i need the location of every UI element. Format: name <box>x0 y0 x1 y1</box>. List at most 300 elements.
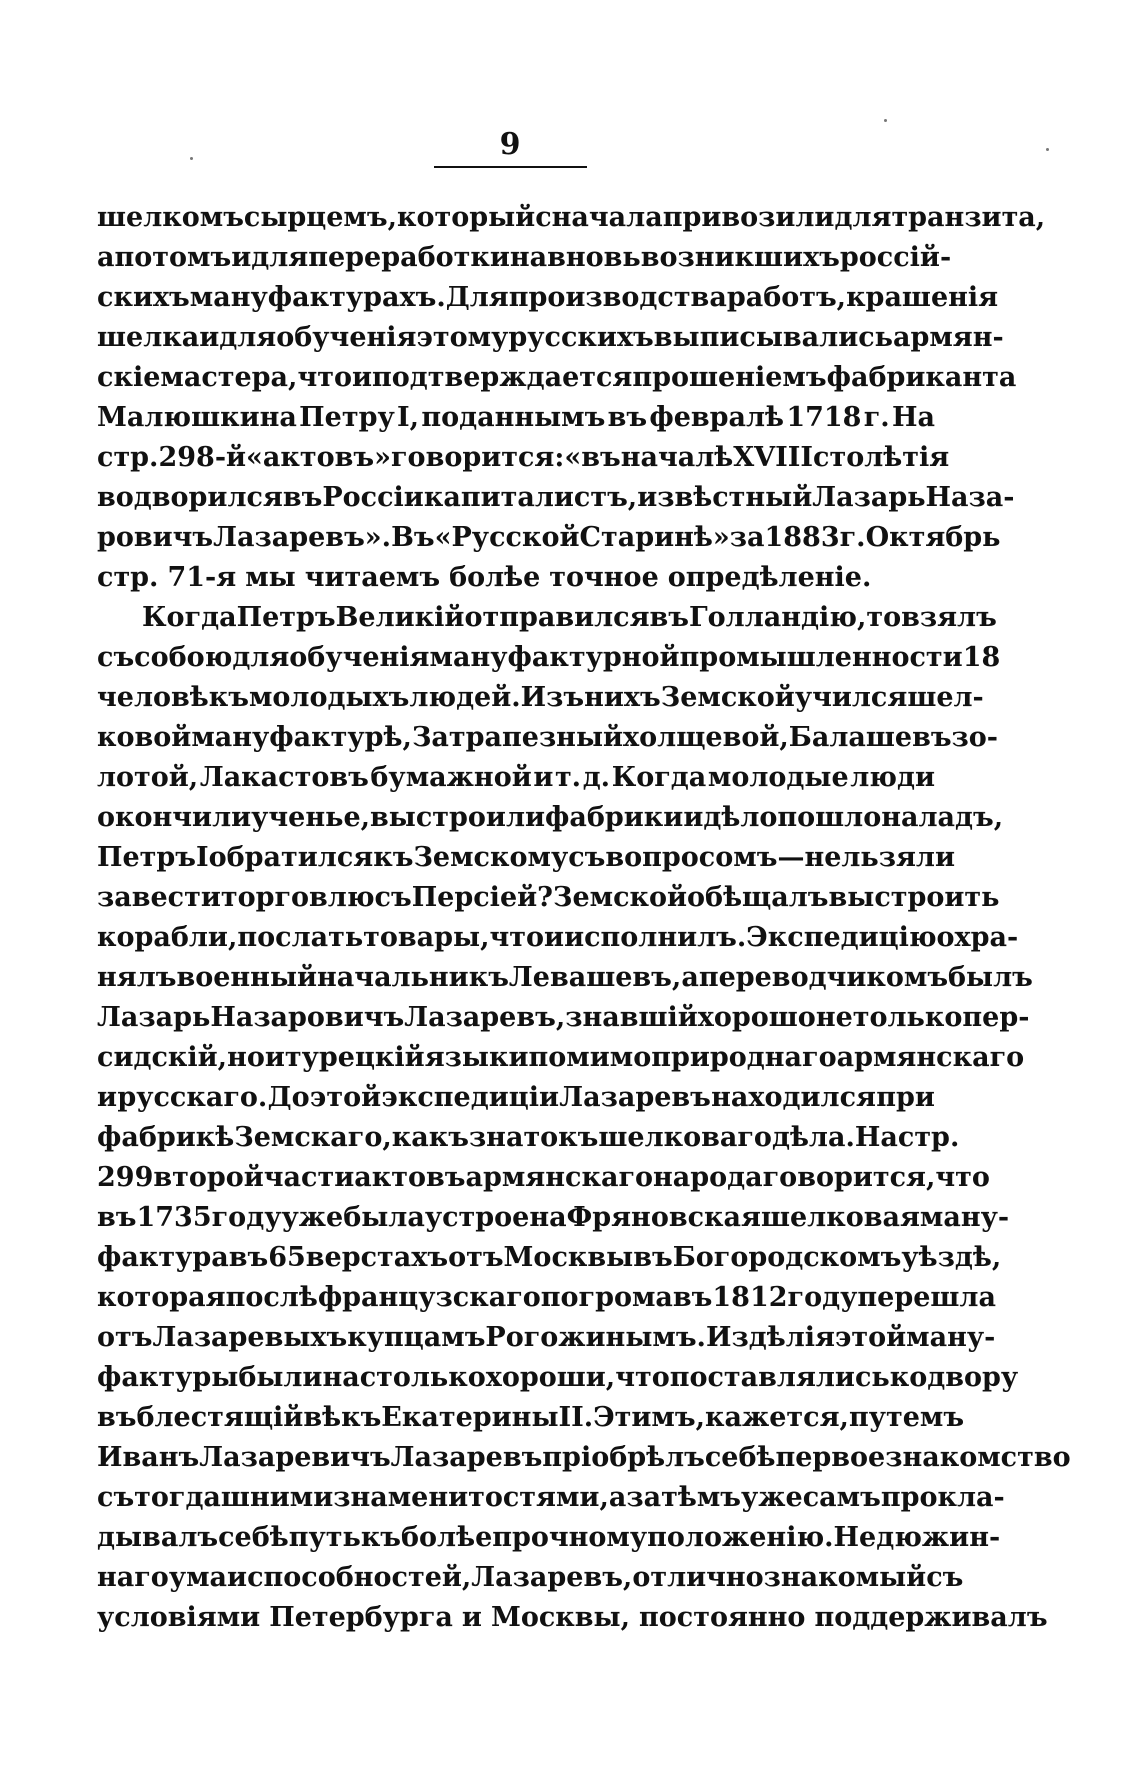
word: затѣмъ <box>626 1482 741 1513</box>
word: отъ <box>97 1322 153 1353</box>
word: стр. <box>897 1122 960 1153</box>
text-line <box>97 1558 964 1598</box>
word: XVIII <box>733 442 814 473</box>
text-line <box>97 998 1030 1038</box>
text-line <box>97 638 1001 678</box>
word: а <box>97 242 115 273</box>
word: вновь <box>547 242 641 273</box>
text-line <box>97 958 1033 998</box>
word: первое <box>775 1442 886 1473</box>
word: съ <box>97 1482 135 1513</box>
word: армян- <box>892 322 1004 353</box>
word: а <box>681 962 699 993</box>
word: производства <box>508 282 727 313</box>
word: положенію. <box>647 1522 834 1553</box>
word: Екатерины <box>381 1402 559 1433</box>
word: началѣ <box>620 442 734 473</box>
word: «Русской <box>434 522 580 553</box>
word: послать <box>237 922 364 953</box>
word: ладъ, <box>918 802 1004 833</box>
word: шел- <box>907 682 984 713</box>
paragraph <box>97 598 1071 1638</box>
print-speck <box>1046 148 1049 151</box>
word: корабли, <box>97 922 238 953</box>
text-line <box>97 1118 960 1158</box>
word: крашенія <box>846 282 999 313</box>
word: въ <box>97 1202 137 1233</box>
word: людей. <box>409 682 521 713</box>
word: возникшихъ <box>640 242 840 273</box>
word: читаемъ <box>304 562 441 593</box>
word: стр. <box>97 562 159 593</box>
word: Петръ <box>236 602 336 633</box>
word: Наза- <box>925 482 1015 513</box>
word: шелкомъ <box>97 202 244 233</box>
word: I <box>196 842 209 873</box>
word: Лазаревъ, <box>471 1562 633 1593</box>
word: и <box>97 1082 118 1113</box>
word: мануфактурахъ. <box>189 282 446 313</box>
word: На <box>891 402 935 433</box>
word: знавшій <box>565 1002 698 1033</box>
word: турецкій <box>284 1042 425 1073</box>
text-line <box>97 1438 1071 1478</box>
word: въ <box>607 402 648 433</box>
word: говорится: <box>391 442 565 473</box>
word: за <box>729 522 765 553</box>
word: вѣкъ <box>303 1402 382 1433</box>
word: вопросомъ <box>605 842 778 873</box>
word: природнаго <box>651 1042 837 1073</box>
word: Великій <box>335 602 465 633</box>
word: «актовъ» <box>246 442 392 473</box>
word: Россіи <box>322 482 424 513</box>
word: Голландію, <box>689 602 867 633</box>
word: I, <box>397 402 420 433</box>
word: 1718 <box>786 402 862 433</box>
word: г. <box>863 402 890 433</box>
word: съ <box>374 882 412 913</box>
word: зо- <box>951 722 998 753</box>
word: а <box>608 1482 627 1513</box>
word: дѣло <box>703 802 778 833</box>
text-line <box>97 758 935 798</box>
word: подтверждается <box>372 362 633 393</box>
word: части <box>263 1162 355 1193</box>
word: Для <box>445 282 509 313</box>
word: Лазарь <box>97 1002 211 1033</box>
word: и <box>461 1602 482 1633</box>
text-line <box>97 1238 1002 1278</box>
word: отъ <box>448 1242 504 1273</box>
word: До <box>267 1082 310 1113</box>
word: уѣздѣ, <box>901 1242 1002 1273</box>
word: то <box>866 602 902 633</box>
word: самъ <box>802 1482 881 1513</box>
word: шелковая <box>760 1202 920 1233</box>
word: Петербурга <box>269 1602 453 1633</box>
word: холщевой, <box>623 722 789 753</box>
word: ману- <box>919 1202 1010 1233</box>
word: помимо <box>528 1042 652 1073</box>
word: для <box>834 202 892 233</box>
word: съ <box>97 642 135 673</box>
word: купцамъ <box>347 1322 486 1353</box>
word: настолько <box>322 1362 486 1393</box>
word: исполнилъ. <box>564 922 747 953</box>
word: только <box>852 1002 963 1033</box>
word: экспедиціи <box>381 1082 559 1113</box>
word: россій- <box>839 242 952 273</box>
word: двору <box>927 1362 1019 1393</box>
word: мы <box>245 562 296 593</box>
word: Земской <box>660 682 795 713</box>
word: къ <box>373 842 414 873</box>
word: торговлю <box>220 882 375 913</box>
word: выписывались <box>653 322 893 353</box>
word: 65 <box>268 1242 306 1273</box>
word: Иванъ <box>97 1442 200 1473</box>
word: Лазаревъ, <box>404 1002 566 1033</box>
text-line <box>97 838 955 878</box>
word: Когда <box>142 602 237 633</box>
word: этому <box>416 322 509 353</box>
word: въ <box>633 1242 673 1273</box>
word: переводчикомъ <box>698 962 949 993</box>
word: г. <box>839 522 866 553</box>
word: говорится, <box>762 1162 936 1193</box>
word: кажется, <box>704 1402 849 1433</box>
text-line <box>97 478 1015 518</box>
word: условіями <box>97 1602 261 1633</box>
word: въ <box>97 1402 137 1433</box>
word: уже <box>740 1482 803 1513</box>
word: молодыхъ <box>248 682 410 713</box>
word: нялъ <box>97 962 177 993</box>
word: для <box>219 322 277 353</box>
word: отправился <box>464 602 650 633</box>
word: фактура <box>97 1242 229 1273</box>
word: 1735 <box>136 1202 212 1233</box>
word: Персіей? <box>411 882 553 913</box>
word: погрома <box>540 1282 673 1313</box>
word: Лакастовъ <box>199 762 369 793</box>
text-line <box>97 1158 990 1198</box>
word: работъ, <box>726 282 847 313</box>
text-line <box>97 1198 1010 1238</box>
word: пошло <box>777 802 882 833</box>
word: и <box>683 802 704 833</box>
word: завести <box>97 882 221 913</box>
word: Москвы <box>503 1242 634 1273</box>
word: «въ <box>564 442 621 473</box>
paragraph <box>97 198 1046 598</box>
word: скихъ <box>97 282 190 313</box>
word: мануфактурной <box>429 642 680 673</box>
word: дывалъ <box>97 1522 219 1553</box>
word: мастера, <box>160 362 298 393</box>
text-line <box>97 198 1046 238</box>
word: и <box>351 362 372 393</box>
word: обученія <box>276 322 417 353</box>
word: 298-й <box>158 442 247 473</box>
text-line <box>97 1358 1019 1398</box>
word: актовъ <box>354 1162 466 1193</box>
word: прокла- <box>880 1482 1005 1513</box>
word: Лазаревичъ <box>199 1442 391 1473</box>
word: прошеніемъ <box>632 362 827 393</box>
word: фабриканта <box>826 362 1017 393</box>
text-line <box>97 438 950 478</box>
word: собою <box>134 642 233 673</box>
word: знатокъ <box>468 1122 599 1153</box>
word: болѣе <box>449 562 541 593</box>
text-line <box>97 1478 1005 1518</box>
word: но <box>227 1042 265 1073</box>
word: фабрикѣ <box>97 1122 235 1153</box>
text-line <box>97 318 1004 358</box>
word: при <box>876 1082 935 1113</box>
word: Когда <box>611 762 707 793</box>
page-number: 9 <box>499 127 521 162</box>
word: что <box>297 362 352 393</box>
word: прочному <box>492 1522 648 1553</box>
word: водворился <box>97 482 283 513</box>
word: пріобрѣлъ <box>542 1442 705 1473</box>
word: знаменитостями, <box>333 1482 609 1513</box>
word: находился <box>711 1082 876 1113</box>
word: сначала <box>535 202 663 233</box>
word: столѣтія <box>813 442 950 473</box>
text-line <box>97 918 1019 958</box>
word: французскаго <box>317 1282 541 1313</box>
text-line <box>97 1398 965 1438</box>
word: себѣ <box>218 1522 289 1553</box>
word: верстахъ <box>305 1242 449 1273</box>
text-line <box>97 358 1017 398</box>
word: 71-я <box>167 562 237 593</box>
page-number-rule <box>434 166 587 168</box>
word: что <box>489 922 545 953</box>
word: что <box>935 1162 990 1193</box>
word: поставлялись <box>669 1362 890 1393</box>
word: Назаровичъ <box>210 1002 405 1033</box>
word: транзита, <box>891 202 1046 233</box>
word: въ <box>672 1282 713 1313</box>
print-speck <box>190 157 193 160</box>
word: мануфактурѣ, <box>191 722 412 753</box>
word: наго <box>97 1562 169 1593</box>
word: и <box>231 242 252 273</box>
word: устроена <box>424 1202 567 1233</box>
word: нихъ <box>584 682 661 713</box>
word: въ <box>282 482 323 513</box>
word: учился <box>794 682 908 713</box>
word: Лазаревъ». <box>213 522 392 553</box>
word: русскаго. <box>117 1082 268 1113</box>
word: ученье, <box>251 802 371 833</box>
word: ко <box>889 1362 928 1393</box>
word: въ <box>228 1242 269 1273</box>
word: д. <box>582 762 611 793</box>
word: товары, <box>363 922 490 953</box>
text-line <box>97 398 935 438</box>
word: армянскаго <box>465 1162 653 1193</box>
word: промышленности <box>679 642 963 673</box>
word: былъ <box>948 962 1033 993</box>
word: Петръ <box>97 842 196 873</box>
word: Рогожинымъ. <box>485 1322 706 1353</box>
word: лотой, <box>97 762 199 793</box>
word: февралѣ <box>649 402 785 433</box>
word: отлично <box>632 1562 764 1593</box>
word: знакомый <box>763 1562 927 1593</box>
word: Затрапезный <box>411 722 624 753</box>
word: ковой <box>97 722 192 753</box>
word: военный <box>176 962 318 993</box>
word: болѣе <box>401 1522 493 1553</box>
word: Петру <box>299 402 395 433</box>
word: фактуры <box>97 1362 239 1393</box>
word: для <box>232 642 290 673</box>
text-line <box>97 518 1001 558</box>
word: Малюшкина <box>97 402 297 433</box>
word: точное <box>549 562 659 593</box>
word: обратился <box>208 842 374 873</box>
text-line <box>97 598 997 638</box>
word: молодые <box>707 762 849 793</box>
word: взялъ <box>901 602 997 633</box>
word: были <box>238 1362 323 1393</box>
word: Старинѣ» <box>579 522 730 553</box>
word: путемъ <box>848 1402 965 1433</box>
word: 1883 <box>764 522 840 553</box>
word: году <box>787 1282 858 1313</box>
word: тогдашними <box>134 1482 334 1513</box>
word: году <box>211 1202 282 1233</box>
word: Богородскомъ <box>672 1242 902 1273</box>
print-speck <box>884 119 887 122</box>
word: что <box>615 1362 670 1393</box>
word: съ <box>926 1562 964 1593</box>
text-line <box>97 1318 996 1358</box>
word: обѣщалъ <box>687 882 829 913</box>
word: переработки <box>308 242 510 273</box>
word: пер- <box>962 1002 1030 1033</box>
word: въ <box>649 602 690 633</box>
word: сырцемъ, <box>243 202 397 233</box>
word: армянскаго <box>836 1042 1025 1073</box>
text-line <box>97 798 1004 838</box>
word: и <box>533 762 554 793</box>
text-line <box>97 678 984 718</box>
word: 1812 <box>712 1282 788 1313</box>
word: ману- <box>906 1322 996 1353</box>
word: Лазаревъ <box>559 1082 711 1113</box>
word: съ <box>568 842 606 873</box>
word: стр. <box>97 442 159 473</box>
text-line <box>97 1278 996 1318</box>
word: къ <box>360 1522 402 1553</box>
word: Лазарь <box>812 482 926 513</box>
word: поданнымъ <box>421 402 606 433</box>
word: и <box>199 322 220 353</box>
text-line <box>97 878 1000 918</box>
word: ума <box>168 1562 228 1593</box>
word: и <box>227 1562 248 1593</box>
word: начальникъ <box>317 962 509 993</box>
word: Балашевъ <box>788 722 952 753</box>
word: человѣкъ <box>97 682 249 713</box>
word: для <box>251 242 309 273</box>
word: Экспедицію <box>746 922 937 953</box>
text-line <box>97 278 999 318</box>
word: охра- <box>936 922 1019 953</box>
word: выстроить <box>828 882 1000 913</box>
word: 299 <box>97 1162 154 1193</box>
word: Изъ <box>520 682 585 713</box>
word: Лазаревъ <box>390 1442 543 1473</box>
word: На <box>854 1122 898 1153</box>
text-line <box>97 718 998 758</box>
word: —нельзя <box>777 842 916 873</box>
word: способностей, <box>247 1562 472 1593</box>
word: русскихъ <box>508 322 654 353</box>
text-line <box>97 238 952 278</box>
word: себѣ <box>704 1442 776 1473</box>
word: послѣ <box>225 1282 318 1313</box>
word: фабрики <box>545 802 684 833</box>
word: дѣла. <box>771 1122 855 1153</box>
word: какъ <box>391 1122 469 1153</box>
word: шелка <box>97 322 200 353</box>
word: бумажной <box>370 762 532 793</box>
text-line <box>97 1038 1025 1078</box>
word: этой <box>309 1082 382 1113</box>
word: ровичъ <box>97 522 214 553</box>
word: шелковаго <box>598 1122 772 1153</box>
word: хорошо <box>697 1002 816 1033</box>
word: путь <box>288 1522 361 1553</box>
word: Левашевъ, <box>508 962 682 993</box>
word: потомъ <box>114 242 232 273</box>
word: выстроили <box>370 802 546 833</box>
word: 18 <box>962 642 1001 673</box>
word: этой <box>834 1322 907 1353</box>
word: привозили <box>662 202 835 233</box>
word: языки <box>424 1042 529 1073</box>
text-line <box>97 1078 935 1118</box>
word: Земскаго, <box>234 1122 392 1153</box>
word: уже <box>281 1202 344 1233</box>
word: на <box>881 802 919 833</box>
word: и <box>544 922 565 953</box>
word: которая <box>97 1282 226 1313</box>
word: капиталистъ, <box>423 482 638 513</box>
text-line <box>97 1598 1048 1638</box>
word: Фряновская <box>566 1202 761 1233</box>
word: знакомство <box>885 1442 1071 1473</box>
word: на <box>509 242 548 273</box>
word: поддерживалъ <box>814 1602 1048 1633</box>
word: Земскому <box>413 842 569 873</box>
word: который <box>396 202 536 233</box>
word: хороши, <box>485 1362 616 1393</box>
word: перешла <box>857 1282 996 1313</box>
word: Этимъ, <box>593 1402 705 1433</box>
text-line <box>97 558 935 598</box>
word: II. <box>558 1402 594 1433</box>
